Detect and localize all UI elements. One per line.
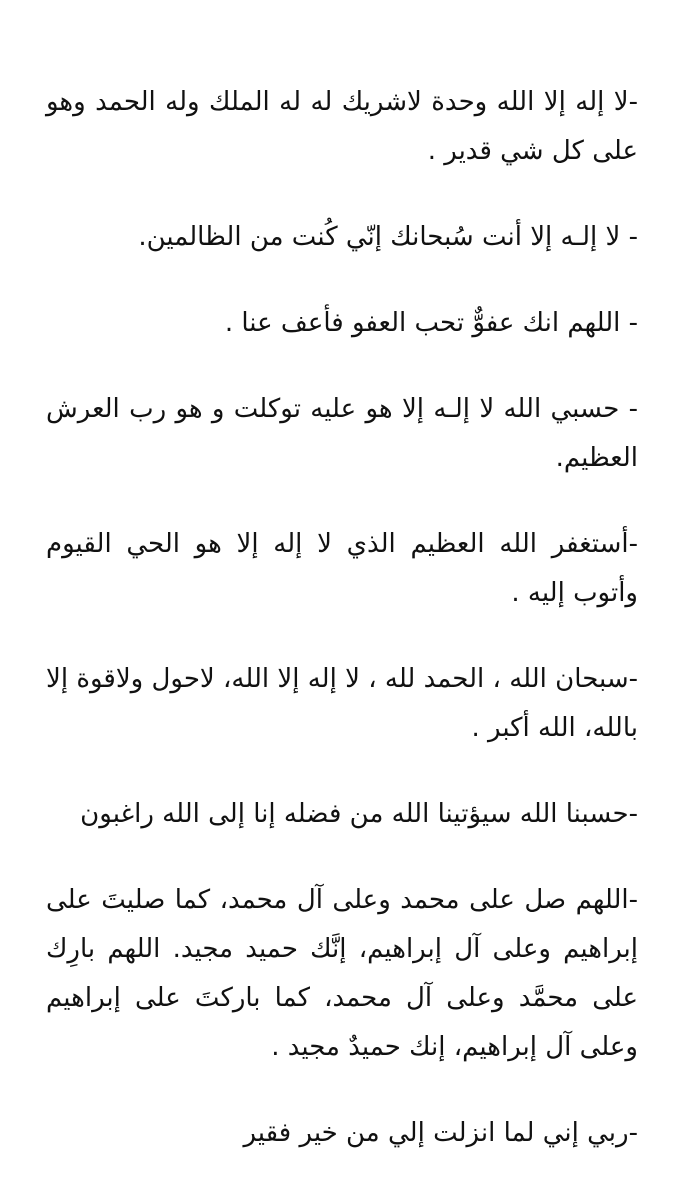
paragraph-8: -اللهم صل على محمد وعلى آل محمد، كما صليتَ على إبراهيم وعلى آل إبراهيم، إنَّك حميد مجيد. اللهم بارِك على محمَّد وعلى آل محمد، كما باركتَ على إبراهيم وعلى آل إبراهيم، إنك حميدٌ مجيد . bbox=[46, 885, 638, 1062]
paragraph-5: -أستغفر الله العظيم الذي لا إله إلا هو الحي القيوم وأتوب إليه . bbox=[46, 529, 638, 608]
paragraph-3: - اللهم انك عفوٌّ تحب العفو فأعف عنا . bbox=[224, 308, 638, 338]
paragraph-9: -ربي إني لما انزلت إلي من خير فقير bbox=[243, 1118, 638, 1148]
paragraph-7: -حسبنا الله سيؤتينا الله من فضله إنا إلى الله راغبون bbox=[80, 799, 638, 829]
paragraph-2: - لا إلـه إلا أنت سُبحانك إنّي كُنت من الظالمين. bbox=[138, 222, 638, 252]
paragraph-4: - حسبي الله لا إلـه إلا هو عليه توكلت و هو رب العرش العظيم. bbox=[46, 394, 638, 473]
document-body bbox=[46, 78, 638, 1195]
paragraph-1: -لا إله إلا الله وحدة لاشريك له له الملك وله الحمد وهو على كل شي قدير . bbox=[46, 87, 638, 166]
paragraph-6: -سبحان الله ، الحمد لله ، لا إله إلا الله، لاحول ولاقوة إلا بالله، الله أكبر . bbox=[46, 664, 638, 743]
